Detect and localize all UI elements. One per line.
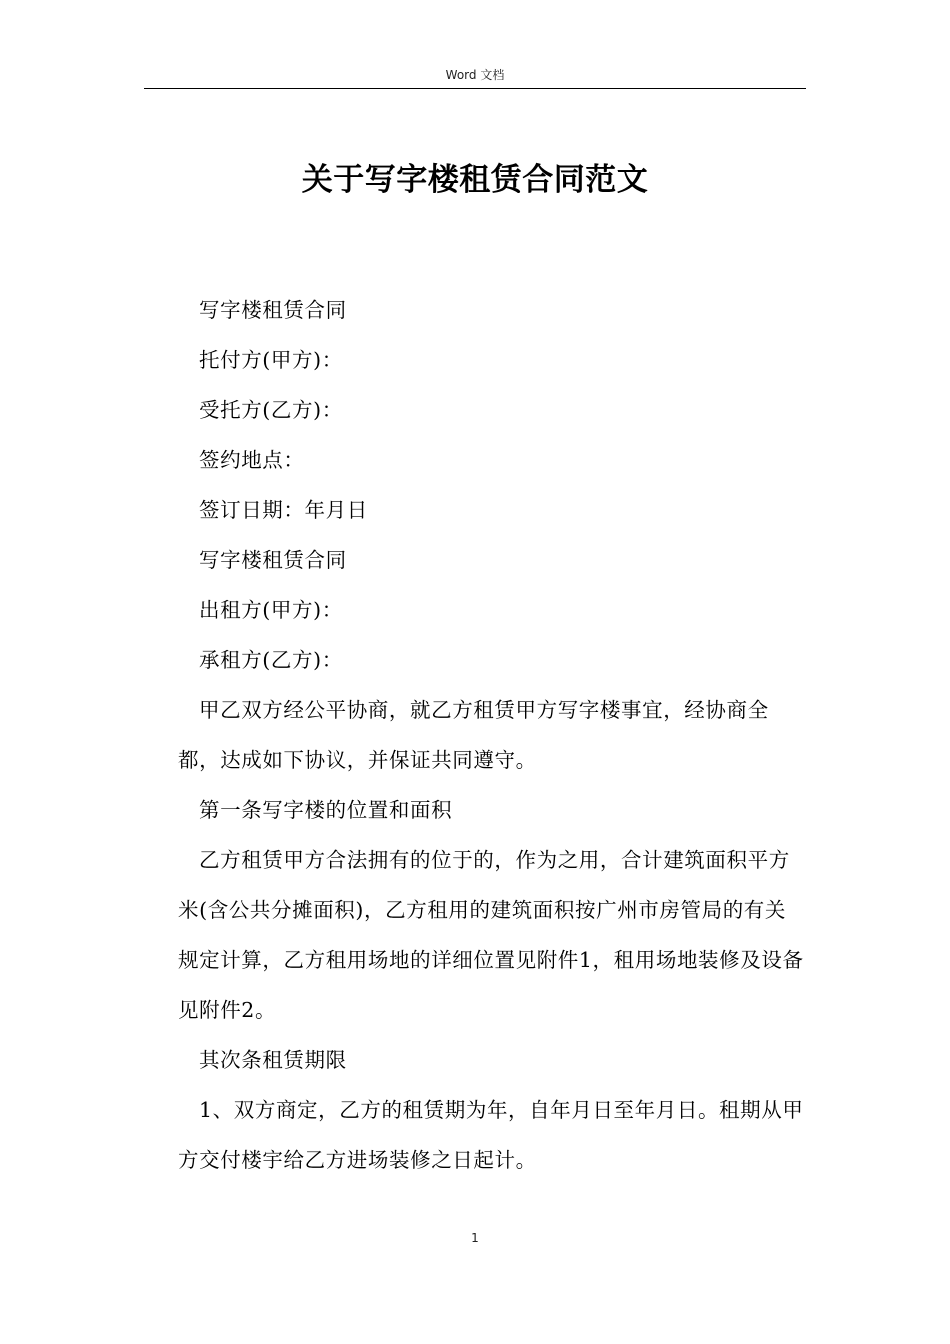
page-header <box>144 64 806 89</box>
paragraph-article-2-heading: 其次条租赁期限 <box>199 1048 347 1072</box>
header-text: Word 文档 <box>445 68 505 82</box>
document-body <box>178 285 806 1185</box>
paragraph-lessee: 承租方(乙方)： <box>199 648 343 672</box>
paragraph-contract-heading-2: 写字楼租赁合同 <box>199 548 347 572</box>
paragraph-signing-date: 签订日期：年月日 <box>199 498 368 522</box>
paragraph-lessor: 出租方(甲方)： <box>199 598 343 622</box>
page-number: 1 <box>471 1231 479 1245</box>
paragraph-contract-heading: 写字楼租赁合同 <box>199 298 347 322</box>
paragraph-signing-place: 签约地点： <box>199 448 305 472</box>
paragraph-article-1-body: 乙方租赁甲方合法拥有的位于的，作为之用，合计建筑面积平方米(含公共分摊面积)，乙方租用的建筑面积按广州市房管局的有关规定计算，乙方租用场地的详细位置见附件1，租用场地装修及设备见附件2。 <box>178 848 804 1022</box>
paragraph-article-1-heading: 第一条写字楼的位置和面积 <box>199 798 453 822</box>
paragraph-article-2-item-1: 1、双方商定，乙方的租赁期为年，自年月日至年月日。租期从甲方交付楼宇给乙方进场装修之日起计。 <box>178 1098 804 1172</box>
paragraph-agent-party: 受托方(乙方)： <box>199 398 343 422</box>
paragraph-agreement-preamble: 甲乙双方经公平协商，就乙方租赁甲方写字楼事宜，经协商全都，达成如下协议，并保证共同遵守。 <box>178 698 769 772</box>
document-title: 关于写字楼租赁合同范文 <box>301 162 649 198</box>
paragraph-principal-party: 托付方(甲方)： <box>199 348 343 372</box>
